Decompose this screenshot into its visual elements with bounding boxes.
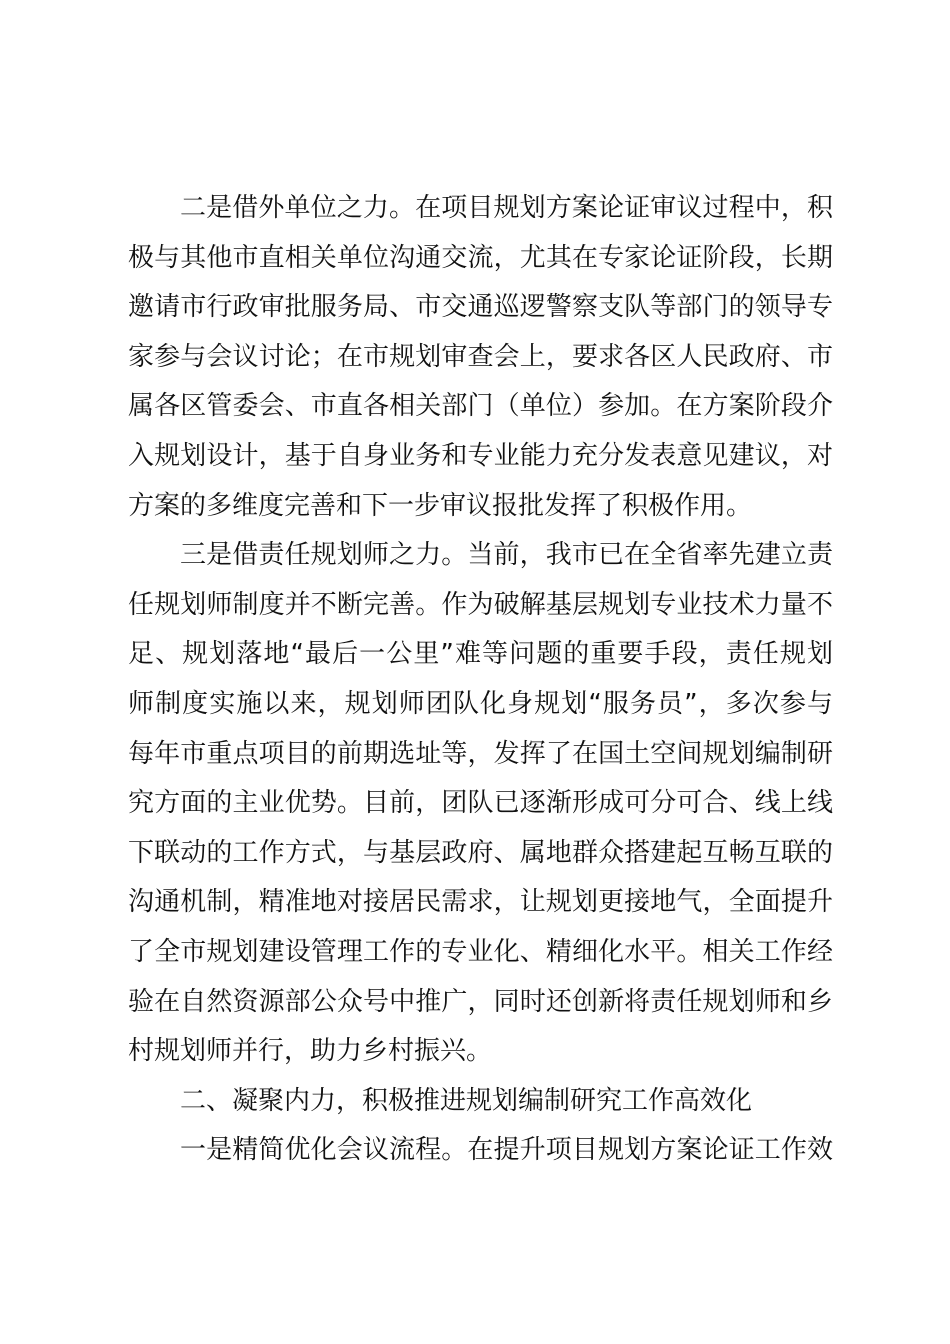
paragraph-responsible-planners [128, 531, 833, 1077]
paragraph-line: 邀请市行政审批服务局、市交通巡逻警察支队等部门的领导专 [128, 292, 833, 323]
section-heading: 二、凝聚内力，积极推进规划编制研究工作高效化 [180, 1085, 753, 1116]
paragraph-line: 村规划师并行，助力乡村振兴。 [128, 1036, 493, 1067]
paragraph-line: 入规划设计，基于自身业务和专业能力充分发表意见建议，对 [128, 440, 833, 471]
paragraph-line: 属各区管委会、市直各相关部门（单位）参加。在方案阶段介 [128, 391, 833, 422]
paragraph-line: 三是借责任规划师之力。当前，我市已在全省率先建立责 [180, 540, 833, 571]
paragraph-line: 究方面的主业优势。目前，团队已逐渐形成可分可合、线上线 [128, 788, 833, 819]
paragraph-line: 师制度实施以来，规划师团队化身规划“服务员”，多次参与 [128, 688, 833, 719]
paragraph-external-units [128, 184, 833, 531]
paragraph-line: 每年市重点项目的前期选址等，发挥了在国土空间规划编制研 [128, 738, 833, 769]
paragraph-line: 任规划师制度并不断完善。作为破解基层规划专业技术力量不 [128, 589, 833, 620]
document-body [128, 184, 833, 1176]
paragraph-line: 家参与会议讨论；在市规划审查会上，要求各区人民政府、市 [128, 341, 833, 372]
paragraph-line: 沟通机制，精准地对接居民需求，让规划更接地气，全面提升 [128, 887, 833, 918]
paragraph-line: 了全市规划建设管理工作的专业化、精细化水平。相关工作经 [128, 936, 833, 967]
paragraph-line: 足、规划落地“最后一公里”难等问题的重要手段，责任规划 [128, 639, 833, 670]
paragraph-line: 极与其他市直相关单位沟通交流，尤其在专家论证阶段，长期 [128, 242, 833, 273]
paragraph-line-meeting-process: 一是精简优化会议流程。在提升项目规划方案论证工作效 [180, 1135, 833, 1166]
paragraph-line: 下联动的工作方式，与基层政府、属地群众搭建起互畅互联的 [128, 837, 833, 868]
paragraph-line: 二是借外单位之力。在项目规划方案论证审议过程中，积 [180, 193, 833, 223]
paragraph-line: 验在自然资源部公众号中推广，同时还创新将责任规划师和乡 [128, 986, 833, 1017]
paragraph-line: 方案的多维度完善和下一步审议报批发挥了积极作用。 [128, 490, 753, 521]
